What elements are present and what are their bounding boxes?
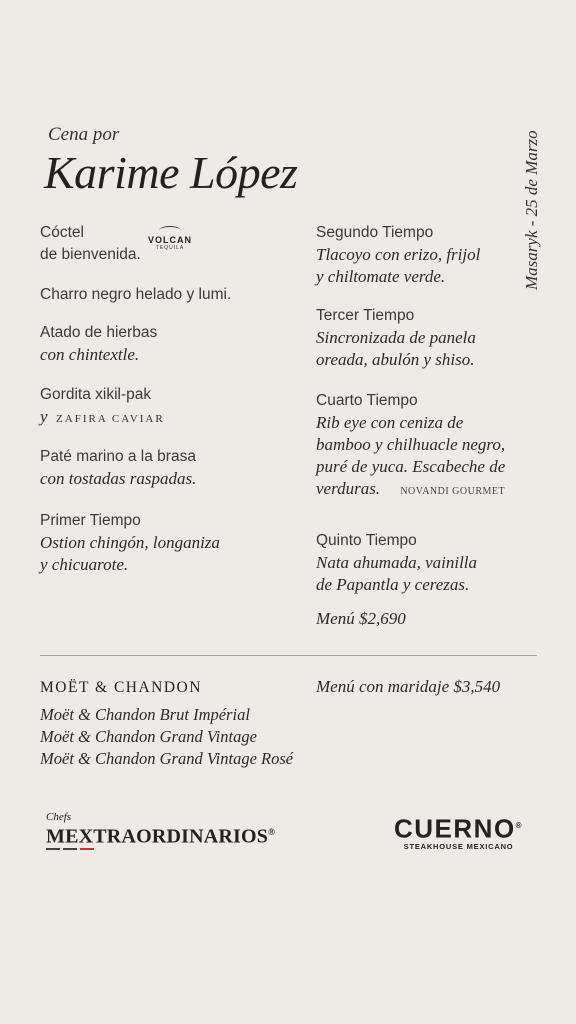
zafira-caviar-logo: ZAFIRA CAVIAR bbox=[56, 413, 165, 425]
menu-price: Menú $2,690 bbox=[316, 609, 406, 628]
menu-item-dish: con chintextle. bbox=[40, 345, 140, 364]
menu-item-label: Atado de hierbas bbox=[40, 324, 158, 341]
sun-icon bbox=[159, 226, 181, 235]
menu-item-label: Cóctel bbox=[40, 224, 84, 241]
menu-item-gordita bbox=[40, 384, 302, 430]
chefs-label: Chefs bbox=[46, 811, 72, 823]
registered-mark: ® bbox=[515, 821, 524, 830]
menu-item-primer-tiempo bbox=[40, 510, 302, 576]
stripe-red bbox=[80, 848, 94, 850]
menu-item-label: de bienvenida. bbox=[40, 246, 141, 263]
mextraordinarios-text: MEXTRAORDINARIOS bbox=[46, 825, 269, 848]
menu-item-label: Charro negro helado y lumi. bbox=[40, 286, 232, 303]
location-date: Masaryk - 25 de Marzo bbox=[522, 130, 541, 290]
menu-item-dish: de Papantla y cerezas. bbox=[316, 575, 470, 594]
menu-item-dish: con tostadas raspadas. bbox=[40, 469, 197, 488]
menu-item-dish: Sincronizada de panela bbox=[316, 328, 476, 347]
dish-text: verduras. bbox=[316, 479, 381, 498]
pairing-price: Menú con maridaje $3,540 bbox=[316, 677, 501, 696]
menu-item-label: Quinto Tiempo bbox=[316, 532, 417, 549]
cuerno-sub: STEAKHOUSE MEXICANO bbox=[403, 841, 514, 851]
menu-item-dish: bamboo y chilhuacle negro, bbox=[316, 435, 506, 454]
moet-chandon-logo: MOËT & CHANDON bbox=[40, 679, 202, 696]
wine-list bbox=[40, 704, 293, 770]
menu-item-pate bbox=[40, 446, 302, 490]
menu-item-atado bbox=[40, 322, 302, 366]
menu-item-dish bbox=[40, 406, 302, 430]
wine-item: Moët & Chandon Grand Vintage Rosé bbox=[40, 749, 294, 768]
menu-item-dish: puré de yuca. Escabeche de bbox=[316, 457, 506, 476]
menu-item-dish: y chiltomate verde. bbox=[316, 267, 446, 286]
menu-item-label: Gordita xikil-pak bbox=[40, 386, 152, 403]
menu-item-cuarto-tiempo bbox=[316, 390, 576, 503]
flag-stripe bbox=[46, 848, 275, 850]
dish-prefix: y bbox=[40, 407, 48, 426]
stripe-dark bbox=[46, 848, 60, 850]
section-divider bbox=[40, 655, 537, 656]
volcan-logo bbox=[148, 226, 192, 254]
menu-item-dish: Rib eye con ceniza de bbox=[316, 413, 464, 432]
menu-item-label: Tercer Tiempo bbox=[316, 307, 415, 324]
menu-item-dish: y chicuarote. bbox=[40, 555, 129, 574]
menu-item-quinto-tiempo bbox=[316, 530, 576, 596]
cuerno-text: CUERNO bbox=[394, 813, 516, 844]
menu-item-dish: Tlacoyo con erizo, frijol bbox=[316, 245, 481, 264]
mextraordinarios-wordmark bbox=[46, 822, 275, 847]
stripe-dark bbox=[63, 848, 77, 850]
menu-item-dish: Nata ahumada, vainilla bbox=[316, 553, 478, 572]
menu-item-segundo-tiempo bbox=[316, 222, 576, 288]
volcan-sub: TEQUILA bbox=[155, 245, 185, 251]
menu-subtitle: Cena por bbox=[48, 124, 120, 145]
menu-item-label: Paté marino a la brasa bbox=[40, 448, 196, 465]
mextraordinarios-logo bbox=[46, 812, 275, 850]
volcan-wordmark: VOLCAN bbox=[148, 235, 192, 245]
menu-item-charro bbox=[40, 284, 302, 306]
menu-item-dish bbox=[316, 478, 576, 503]
menu-item-label: Cuarto Tiempo bbox=[316, 392, 418, 409]
menu-item-label: Primer Tiempo bbox=[40, 512, 141, 529]
wine-item: Moët & Chandon Grand Vintage bbox=[40, 727, 257, 746]
cuerno-wordmark bbox=[394, 813, 523, 842]
chef-name-title: Karime López bbox=[44, 147, 298, 198]
menu-item-dish: Ostion chingón, longaniza bbox=[40, 533, 220, 552]
menu-item-label: Segundo Tiempo bbox=[316, 224, 434, 241]
novandi-gourmet-logo: NOVANDI GOURMET bbox=[400, 486, 506, 497]
menu-item-tercer-tiempo bbox=[316, 305, 576, 371]
menu-item-dish: oreada, abulón y shiso. bbox=[316, 350, 475, 369]
cuerno-logo bbox=[394, 813, 523, 852]
registered-mark: ® bbox=[268, 827, 276, 837]
wine-item: Moët & Chandon Brut Impérial bbox=[40, 705, 250, 724]
